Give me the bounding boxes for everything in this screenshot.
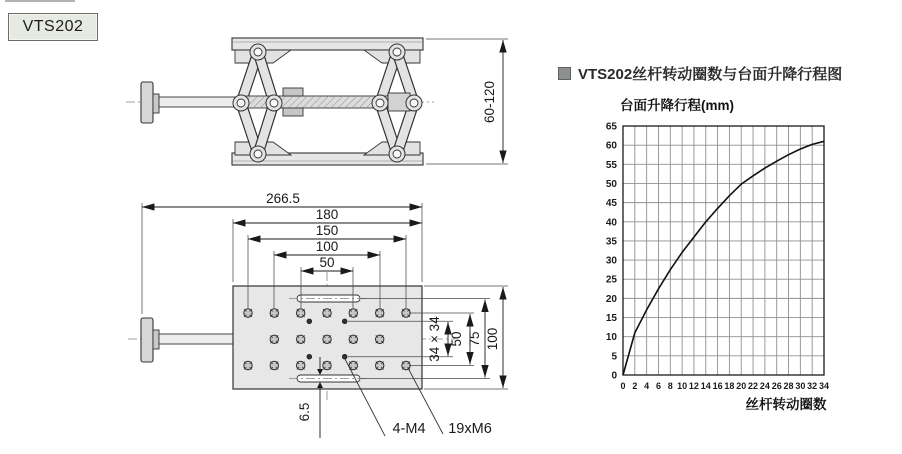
dim-overall-width: 266.5 [266, 191, 300, 206]
knob-handle [141, 318, 153, 362]
pivot-pin [254, 150, 262, 158]
side-view-drawing [126, 38, 508, 165]
dim-span-50: 50 [319, 255, 335, 270]
dim-plate-depth: 100 [485, 327, 500, 351]
x-tick-label: 20 [736, 381, 747, 391]
x-tick-label: 28 [783, 381, 794, 391]
pivot-pin [393, 48, 401, 56]
y-tick-label: 25 [605, 274, 617, 286]
y-tick-label: 35 [605, 236, 617, 248]
pivot-pin [270, 99, 278, 107]
dim-m4-square: 34 × 34 [427, 316, 442, 362]
m4-hole [307, 319, 312, 324]
y-tick-label: 60 [605, 140, 617, 152]
pivot-pin [254, 48, 262, 56]
y-tick-label: 50 [605, 178, 617, 190]
chart-plot-area [606, 122, 829, 392]
knob-handle [141, 82, 153, 123]
y-tick-label: 20 [605, 293, 617, 305]
x-tick-label: 4 [644, 381, 650, 391]
y-tick-label: 55 [605, 159, 617, 171]
input-shaft [159, 334, 233, 344]
product-code: VTS202 [22, 18, 84, 35]
knob-hub [153, 94, 159, 113]
y-tick-label: 40 [605, 217, 617, 229]
m4-hole [342, 354, 347, 359]
pivot-pin [410, 99, 418, 107]
x-tick-label: 14 [700, 381, 711, 391]
x-tick-label: 30 [795, 381, 806, 391]
plot-border [623, 126, 824, 375]
callout-m6: 19xM6 [448, 421, 492, 437]
knob-hub [153, 330, 159, 349]
chart-x-axis-title: 丝杆转动圈数 [745, 397, 827, 412]
pivot-pin [393, 150, 401, 158]
input-shaft [159, 97, 240, 107]
dim-height-range: 60-120 [482, 80, 497, 124]
x-tick-label: 22 [748, 381, 759, 391]
dim-span-100: 100 [315, 239, 339, 254]
dim-row-span: 50 [449, 331, 464, 347]
callout-m4: 4-M4 [392, 421, 426, 437]
x-tick-label: 6 [655, 381, 661, 391]
x-tick-label: 12 [688, 381, 699, 391]
x-tick-label: 2 [632, 381, 638, 391]
y-tick-label: 45 [605, 198, 617, 210]
dim-span-150: 150 [315, 223, 339, 238]
y-tick-label: 10 [605, 332, 617, 344]
dim-slot-width: 6.5 [297, 402, 312, 422]
x-tick-label: 24 [759, 381, 770, 391]
x-tick-label: 34 [818, 381, 830, 391]
dim-slot-span: 75 [467, 331, 482, 347]
screw-nut-top [283, 88, 303, 96]
y-tick-label: 15 [605, 313, 617, 325]
dim-plate-width: 180 [315, 207, 339, 222]
x-tick-label: 18 [724, 381, 735, 391]
y-tick-label: 0 [611, 370, 617, 382]
x-tick-label: 8 [667, 381, 673, 391]
x-tick-label: 10 [677, 381, 688, 391]
y-tick-label: 65 [605, 121, 617, 133]
pivot-pin [237, 99, 245, 107]
y-tick-label: 30 [605, 255, 617, 267]
stroke-chart [606, 97, 829, 412]
y-tick-label: 5 [611, 351, 617, 363]
chart-y-axis-title: 台面升降行程(mm) [620, 98, 734, 113]
top-view-drawing [128, 191, 508, 438]
x-tick-label: 26 [771, 381, 782, 391]
m4-hole [342, 319, 347, 324]
x-tick-label: 0 [620, 381, 626, 391]
x-tick-label: 32 [807, 381, 818, 391]
stroke-curve [623, 141, 824, 375]
chart-title-text: VTS202丝杆转动圈数与台面升降行程图 [578, 66, 843, 83]
screw-nut-bottom [283, 108, 303, 116]
pivot-pin [376, 99, 384, 107]
m4-hole [307, 354, 312, 359]
x-tick-label: 16 [712, 381, 723, 391]
